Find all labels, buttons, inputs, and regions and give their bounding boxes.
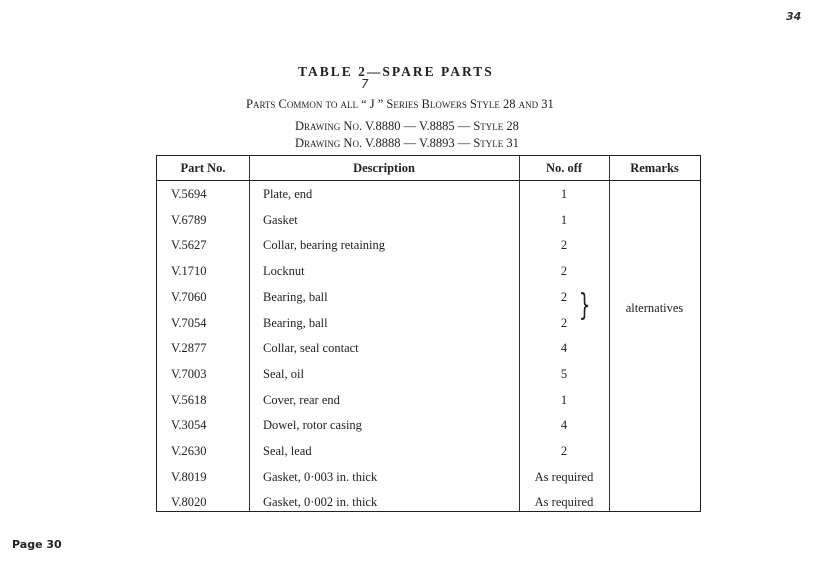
table-title-text: TABLE 2—SPARE PARTS: [298, 64, 494, 79]
drawing-ref-style-28: Drawing No. V.8880 — V.8885 — Style 28: [295, 119, 519, 133]
part-number: V.6789: [171, 212, 207, 227]
header-remarks: Remarks: [630, 161, 679, 175]
part-description: Locknut: [263, 264, 305, 279]
drawing-ref-style-31: Drawing No. V.8888 — V.8893 — Style 31: [295, 136, 519, 150]
page-number: Page 30: [12, 538, 62, 551]
table-title: [298, 64, 494, 91]
part-number: V.5618: [171, 392, 207, 407]
part-number: V.5627: [171, 238, 207, 253]
quantity: 2: [560, 289, 568, 304]
part-description: Gasket, 0·002 in. thick: [263, 495, 378, 510]
spare-parts-table: [156, 155, 701, 512]
part-number: V.7054: [171, 315, 207, 330]
table-row: [157, 367, 700, 393]
quantity: As required: [534, 495, 594, 510]
table-row: [157, 470, 700, 496]
part-number: V.2877: [171, 341, 207, 356]
table-row: [157, 444, 700, 470]
part-description: Bearing, ball: [263, 315, 328, 330]
part-description: Seal, lead: [263, 444, 312, 458]
quantity: 1: [560, 212, 568, 227]
table-row: [157, 238, 700, 264]
quantity: 1: [560, 187, 568, 201]
header-divider: [157, 180, 700, 181]
part-description: Collar, seal contact: [263, 341, 359, 356]
quantity: 2: [560, 264, 568, 279]
header-part-no: Part No.: [180, 161, 226, 175]
quantity: 2: [560, 444, 568, 458]
table-row: [157, 418, 700, 444]
quantity: 2: [560, 238, 568, 253]
part-description: Cover, rear end: [263, 392, 340, 407]
table-row: [157, 341, 700, 367]
part-number: V.3054: [171, 418, 207, 433]
quantity: 4: [560, 418, 568, 433]
handwritten-correction: 7: [361, 77, 371, 91]
part-number: V.8019: [171, 469, 207, 484]
quantity: 5: [560, 366, 568, 381]
quantity: 1: [560, 392, 568, 407]
part-number: V.2630: [171, 444, 207, 458]
quantity: As required: [534, 469, 594, 484]
part-description: Seal, oil: [263, 366, 304, 381]
table-subtitle: Parts Common to all “ J ” Series Blowers Style 28 and 31: [246, 97, 554, 111]
part-description: Gasket, 0·003 in. thick: [263, 469, 378, 484]
table-row: [157, 393, 700, 419]
part-number: V.7060: [171, 289, 207, 304]
quantity: 4: [560, 341, 568, 356]
part-number: V.8020: [171, 495, 207, 510]
table-row: [157, 316, 700, 342]
part-description: Bearing, ball: [263, 289, 328, 304]
part-description: Gasket: [263, 212, 298, 227]
table-row: [157, 187, 700, 213]
part-number: V.7003: [171, 366, 207, 381]
part-number: V.5694: [171, 187, 207, 201]
table-row: [157, 495, 700, 521]
table-row: [157, 264, 700, 290]
remark-alternatives: alternatives: [625, 301, 684, 315]
quantity: 2: [560, 315, 568, 330]
part-number: V.1710: [171, 264, 207, 279]
table-row: [157, 213, 700, 239]
corner-page-number: 34: [786, 10, 802, 23]
header-description: Description: [353, 161, 415, 175]
alternatives-brace: }: [578, 288, 591, 323]
header-no-off: No. off: [545, 161, 583, 175]
part-description: Collar, bearing retaining: [263, 238, 386, 253]
part-description: Plate, end: [263, 187, 313, 201]
part-description: Dowel, rotor casing: [263, 418, 362, 433]
